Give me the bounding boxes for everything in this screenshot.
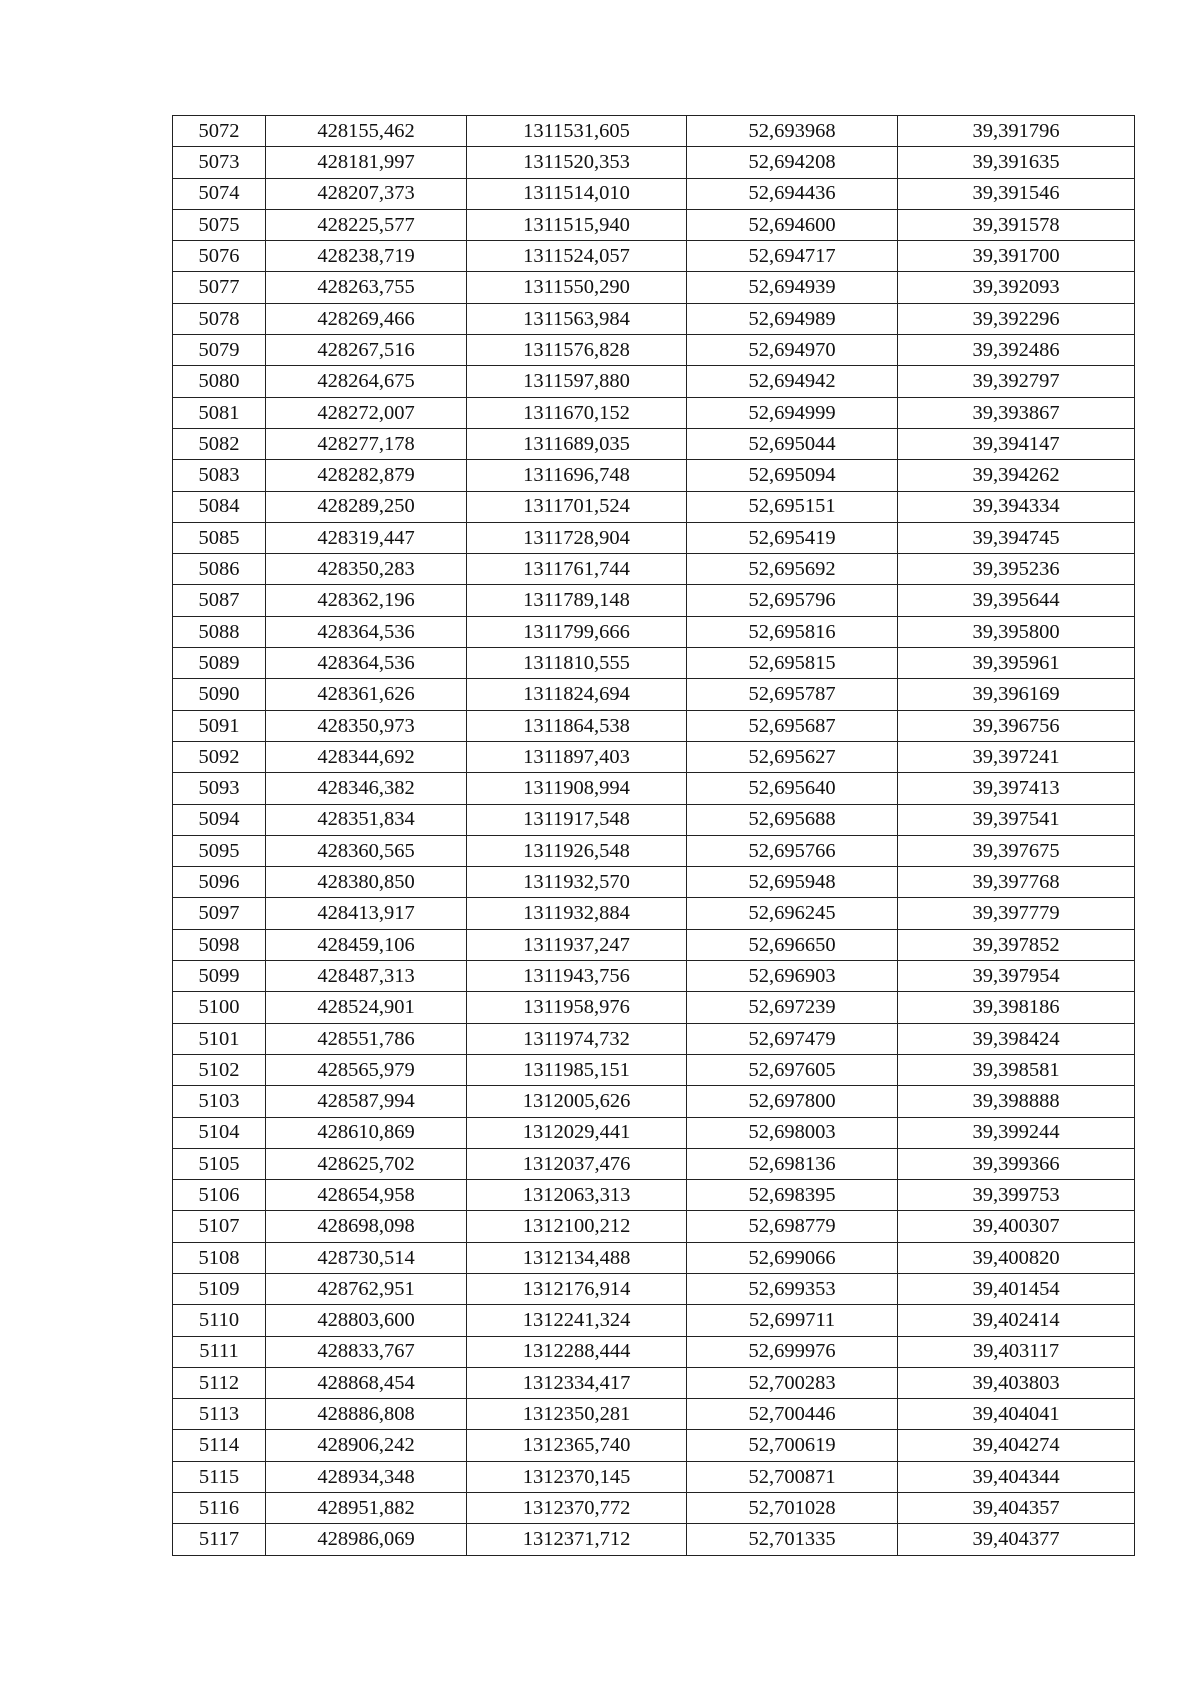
coord-y-cell: 1312063,313 (467, 1180, 687, 1211)
longitude-cell: 39,391635 (898, 147, 1135, 178)
longitude-cell: 39,396169 (898, 679, 1135, 710)
point-number-cell: 5113 (173, 1399, 266, 1430)
point-number-cell: 5090 (173, 679, 266, 710)
latitude-cell: 52,699353 (687, 1273, 898, 1304)
coord-x-cell: 428269,466 (266, 303, 467, 334)
point-number-cell: 5088 (173, 616, 266, 647)
coord-y-cell: 1311761,744 (467, 554, 687, 585)
point-number-cell: 5100 (173, 992, 266, 1023)
coord-x-cell: 428551,786 (266, 1023, 467, 1054)
coord-y-cell: 1311974,732 (467, 1023, 687, 1054)
coord-y-cell: 1312365,740 (467, 1430, 687, 1461)
latitude-cell: 52,701028 (687, 1493, 898, 1524)
longitude-cell: 39,403117 (898, 1336, 1135, 1367)
longitude-cell: 39,398186 (898, 992, 1135, 1023)
table-row (173, 522, 1135, 553)
point-number-cell: 5082 (173, 428, 266, 459)
point-number-cell: 5086 (173, 554, 266, 585)
point-number-cell: 5094 (173, 804, 266, 835)
coord-x-cell: 428360,565 (266, 835, 467, 866)
longitude-cell: 39,395644 (898, 585, 1135, 616)
coord-x-cell: 428762,951 (266, 1273, 467, 1304)
coordinates-table (172, 115, 1135, 1556)
longitude-cell: 39,399366 (898, 1148, 1135, 1179)
point-number-cell: 5072 (173, 116, 266, 147)
latitude-cell: 52,695815 (687, 648, 898, 679)
coord-y-cell: 1312350,281 (467, 1399, 687, 1430)
latitude-cell: 52,695688 (687, 804, 898, 835)
table-row (173, 741, 1135, 772)
longitude-cell: 39,392296 (898, 303, 1135, 334)
point-number-cell: 5099 (173, 961, 266, 992)
coord-x-cell: 428364,536 (266, 648, 467, 679)
coord-y-cell: 1311824,694 (467, 679, 687, 710)
coord-x-cell: 428264,675 (266, 366, 467, 397)
latitude-cell: 52,697605 (687, 1054, 898, 1085)
coord-x-cell: 428181,997 (266, 147, 467, 178)
point-number-cell: 5079 (173, 335, 266, 366)
latitude-cell: 52,695094 (687, 460, 898, 491)
latitude-cell: 52,695766 (687, 835, 898, 866)
table-row (173, 679, 1135, 710)
table-row (173, 992, 1135, 1023)
point-number-cell: 5104 (173, 1117, 266, 1148)
latitude-cell: 52,699066 (687, 1242, 898, 1273)
point-number-cell: 5096 (173, 867, 266, 898)
coord-x-cell: 428362,196 (266, 585, 467, 616)
coord-y-cell: 1312176,914 (467, 1273, 687, 1304)
coord-y-cell: 1311937,247 (467, 929, 687, 960)
coord-x-cell: 428263,755 (266, 272, 467, 303)
table-row (173, 241, 1135, 272)
longitude-cell: 39,394334 (898, 491, 1135, 522)
coord-x-cell: 428380,850 (266, 867, 467, 898)
longitude-cell: 39,393867 (898, 397, 1135, 428)
point-number-cell: 5105 (173, 1148, 266, 1179)
longitude-cell: 39,397241 (898, 741, 1135, 772)
longitude-cell: 39,397675 (898, 835, 1135, 866)
coord-y-cell: 1311576,828 (467, 335, 687, 366)
latitude-cell: 52,698395 (687, 1180, 898, 1211)
latitude-cell: 52,695948 (687, 867, 898, 898)
coord-y-cell: 1311799,666 (467, 616, 687, 647)
latitude-cell: 52,695816 (687, 616, 898, 647)
point-number-cell: 5108 (173, 1242, 266, 1273)
table-row (173, 554, 1135, 585)
coord-x-cell: 428350,283 (266, 554, 467, 585)
latitude-cell: 52,694717 (687, 241, 898, 272)
coord-y-cell: 1311728,904 (467, 522, 687, 553)
coordinates-table-body (173, 116, 1135, 1556)
table-row (173, 460, 1135, 491)
latitude-cell: 52,695640 (687, 773, 898, 804)
longitude-cell: 39,391700 (898, 241, 1135, 272)
longitude-cell: 39,403803 (898, 1367, 1135, 1398)
table-row (173, 773, 1135, 804)
longitude-cell: 39,394147 (898, 428, 1135, 459)
coord-y-cell: 1311897,403 (467, 741, 687, 772)
table-row (173, 428, 1135, 459)
point-number-cell: 5073 (173, 147, 266, 178)
coord-x-cell: 428277,178 (266, 428, 467, 459)
latitude-cell: 52,695687 (687, 710, 898, 741)
coord-y-cell: 1312005,626 (467, 1086, 687, 1117)
table-row (173, 1054, 1135, 1085)
longitude-cell: 39,399244 (898, 1117, 1135, 1148)
coord-x-cell: 428413,917 (266, 898, 467, 929)
longitude-cell: 39,394262 (898, 460, 1135, 491)
coord-y-cell: 1311985,151 (467, 1054, 687, 1085)
latitude-cell: 52,700283 (687, 1367, 898, 1398)
coord-y-cell: 1311696,748 (467, 460, 687, 491)
point-number-cell: 5095 (173, 835, 266, 866)
latitude-cell: 52,694999 (687, 397, 898, 428)
coord-x-cell: 428698,098 (266, 1211, 467, 1242)
longitude-cell: 39,395236 (898, 554, 1135, 585)
latitude-cell: 52,700871 (687, 1461, 898, 1492)
latitude-cell: 52,693968 (687, 116, 898, 147)
longitude-cell: 39,397852 (898, 929, 1135, 960)
coord-x-cell: 428833,767 (266, 1336, 467, 1367)
latitude-cell: 52,701335 (687, 1524, 898, 1555)
coord-x-cell: 428351,834 (266, 804, 467, 835)
table-row (173, 147, 1135, 178)
table-row (173, 303, 1135, 334)
coord-y-cell: 1312370,772 (467, 1493, 687, 1524)
point-number-cell: 5117 (173, 1524, 266, 1555)
coord-y-cell: 1312100,212 (467, 1211, 687, 1242)
longitude-cell: 39,397541 (898, 804, 1135, 835)
coord-x-cell: 428934,348 (266, 1461, 467, 1492)
longitude-cell: 39,392486 (898, 335, 1135, 366)
point-number-cell: 5101 (173, 1023, 266, 1054)
longitude-cell: 39,392797 (898, 366, 1135, 397)
latitude-cell: 52,697800 (687, 1086, 898, 1117)
coord-y-cell: 1311932,570 (467, 867, 687, 898)
longitude-cell: 39,397954 (898, 961, 1135, 992)
coord-y-cell: 1311524,057 (467, 241, 687, 272)
longitude-cell: 39,397768 (898, 867, 1135, 898)
coord-x-cell: 428459,106 (266, 929, 467, 960)
latitude-cell: 52,694208 (687, 147, 898, 178)
coord-y-cell: 1311864,538 (467, 710, 687, 741)
coord-x-cell: 428803,600 (266, 1305, 467, 1336)
longitude-cell: 39,398581 (898, 1054, 1135, 1085)
point-number-cell: 5097 (173, 898, 266, 929)
longitude-cell: 39,404344 (898, 1461, 1135, 1492)
point-number-cell: 5091 (173, 710, 266, 741)
point-number-cell: 5093 (173, 773, 266, 804)
coord-x-cell: 428565,979 (266, 1054, 467, 1085)
coord-x-cell: 428238,719 (266, 241, 467, 272)
point-number-cell: 5114 (173, 1430, 266, 1461)
coord-y-cell: 1311908,994 (467, 773, 687, 804)
table-row (173, 1305, 1135, 1336)
longitude-cell: 39,391546 (898, 178, 1135, 209)
coord-x-cell: 428225,577 (266, 209, 467, 240)
table-row (173, 209, 1135, 240)
coord-x-cell: 428319,447 (266, 522, 467, 553)
table-row (173, 1493, 1135, 1524)
latitude-cell: 52,695151 (687, 491, 898, 522)
coord-x-cell: 428730,514 (266, 1242, 467, 1273)
latitude-cell: 52,695787 (687, 679, 898, 710)
latitude-cell: 52,698779 (687, 1211, 898, 1242)
point-number-cell: 5112 (173, 1367, 266, 1398)
table-row (173, 1148, 1135, 1179)
longitude-cell: 39,400820 (898, 1242, 1135, 1273)
coord-y-cell: 1311520,353 (467, 147, 687, 178)
coord-y-cell: 1311550,290 (467, 272, 687, 303)
table-row (173, 397, 1135, 428)
point-number-cell: 5102 (173, 1054, 266, 1085)
table-row (173, 1180, 1135, 1211)
table-row (173, 178, 1135, 209)
coord-y-cell: 1311943,756 (467, 961, 687, 992)
table-row (173, 116, 1135, 147)
coord-x-cell: 428267,516 (266, 335, 467, 366)
longitude-cell: 39,404357 (898, 1493, 1135, 1524)
latitude-cell: 52,700619 (687, 1430, 898, 1461)
coord-y-cell: 1312371,712 (467, 1524, 687, 1555)
coord-y-cell: 1311689,035 (467, 428, 687, 459)
point-number-cell: 5107 (173, 1211, 266, 1242)
table-row (173, 1023, 1135, 1054)
table-row (173, 585, 1135, 616)
point-number-cell: 5077 (173, 272, 266, 303)
point-number-cell: 5115 (173, 1461, 266, 1492)
coord-x-cell: 428906,242 (266, 1430, 467, 1461)
coord-x-cell: 428868,454 (266, 1367, 467, 1398)
coord-x-cell: 428346,382 (266, 773, 467, 804)
point-number-cell: 5103 (173, 1086, 266, 1117)
table-row (173, 1117, 1135, 1148)
longitude-cell: 39,394745 (898, 522, 1135, 553)
coord-y-cell: 1311789,148 (467, 585, 687, 616)
coord-y-cell: 1311514,010 (467, 178, 687, 209)
table-row (173, 1211, 1135, 1242)
latitude-cell: 52,695796 (687, 585, 898, 616)
coord-x-cell: 428282,879 (266, 460, 467, 491)
coord-x-cell: 428155,462 (266, 116, 467, 147)
point-number-cell: 5092 (173, 741, 266, 772)
latitude-cell: 52,695419 (687, 522, 898, 553)
coord-y-cell: 1312134,488 (467, 1242, 687, 1273)
longitude-cell: 39,404041 (898, 1399, 1135, 1430)
longitude-cell: 39,397779 (898, 898, 1135, 929)
point-number-cell: 5076 (173, 241, 266, 272)
coord-x-cell: 428487,313 (266, 961, 467, 992)
longitude-cell: 39,396756 (898, 710, 1135, 741)
latitude-cell: 52,699976 (687, 1336, 898, 1367)
longitude-cell: 39,402414 (898, 1305, 1135, 1336)
latitude-cell: 52,694436 (687, 178, 898, 209)
point-number-cell: 5080 (173, 366, 266, 397)
coord-y-cell: 1311926,548 (467, 835, 687, 866)
point-number-cell: 5084 (173, 491, 266, 522)
point-number-cell: 5089 (173, 648, 266, 679)
latitude-cell: 52,698003 (687, 1117, 898, 1148)
coord-x-cell: 428207,373 (266, 178, 467, 209)
table-row (173, 616, 1135, 647)
table-row (173, 961, 1135, 992)
latitude-cell: 52,699711 (687, 1305, 898, 1336)
coord-x-cell: 428350,973 (266, 710, 467, 741)
coord-y-cell: 1311932,884 (467, 898, 687, 929)
coord-x-cell: 428364,536 (266, 616, 467, 647)
coord-y-cell: 1311531,605 (467, 116, 687, 147)
latitude-cell: 52,694939 (687, 272, 898, 303)
point-number-cell: 5081 (173, 397, 266, 428)
point-number-cell: 5106 (173, 1180, 266, 1211)
point-number-cell: 5116 (173, 1493, 266, 1524)
point-number-cell: 5111 (173, 1336, 266, 1367)
latitude-cell: 52,696650 (687, 929, 898, 960)
longitude-cell: 39,397413 (898, 773, 1135, 804)
longitude-cell: 39,400307 (898, 1211, 1135, 1242)
coord-x-cell: 428654,958 (266, 1180, 467, 1211)
point-number-cell: 5087 (173, 585, 266, 616)
table-row (173, 1367, 1135, 1398)
table-row (173, 491, 1135, 522)
latitude-cell: 52,700446 (687, 1399, 898, 1430)
coord-x-cell: 428361,626 (266, 679, 467, 710)
coord-y-cell: 1311917,548 (467, 804, 687, 835)
longitude-cell: 39,404377 (898, 1524, 1135, 1555)
point-number-cell: 5075 (173, 209, 266, 240)
table-row (173, 710, 1135, 741)
longitude-cell: 39,404274 (898, 1430, 1135, 1461)
table-row (173, 1399, 1135, 1430)
coord-y-cell: 1312370,145 (467, 1461, 687, 1492)
table-row (173, 835, 1135, 866)
longitude-cell: 39,392093 (898, 272, 1135, 303)
longitude-cell: 39,398888 (898, 1086, 1135, 1117)
latitude-cell: 52,696903 (687, 961, 898, 992)
table-row (173, 898, 1135, 929)
point-number-cell: 5074 (173, 178, 266, 209)
point-number-cell: 5083 (173, 460, 266, 491)
coord-y-cell: 1312288,444 (467, 1336, 687, 1367)
coord-y-cell: 1311597,880 (467, 366, 687, 397)
coord-x-cell: 428524,901 (266, 992, 467, 1023)
table-row (173, 1242, 1135, 1273)
coord-y-cell: 1311810,555 (467, 648, 687, 679)
point-number-cell: 5085 (173, 522, 266, 553)
table-row (173, 272, 1135, 303)
coord-x-cell: 428289,250 (266, 491, 467, 522)
latitude-cell: 52,694942 (687, 366, 898, 397)
latitude-cell: 52,694970 (687, 335, 898, 366)
coord-y-cell: 1311958,976 (467, 992, 687, 1023)
coord-y-cell: 1311515,940 (467, 209, 687, 240)
table-row (173, 1461, 1135, 1492)
table-row (173, 1430, 1135, 1461)
latitude-cell: 52,698136 (687, 1148, 898, 1179)
table-row (173, 867, 1135, 898)
latitude-cell: 52,695692 (687, 554, 898, 585)
longitude-cell: 39,401454 (898, 1273, 1135, 1304)
coord-x-cell: 428610,869 (266, 1117, 467, 1148)
longitude-cell: 39,399753 (898, 1180, 1135, 1211)
longitude-cell: 39,395961 (898, 648, 1135, 679)
latitude-cell: 52,694600 (687, 209, 898, 240)
table-row (173, 335, 1135, 366)
latitude-cell: 52,695627 (687, 741, 898, 772)
coord-y-cell: 1312037,476 (467, 1148, 687, 1179)
table-row (173, 1086, 1135, 1117)
point-number-cell: 5078 (173, 303, 266, 334)
longitude-cell: 39,391796 (898, 116, 1135, 147)
point-number-cell: 5098 (173, 929, 266, 960)
coord-x-cell: 428951,882 (266, 1493, 467, 1524)
coord-x-cell: 428587,994 (266, 1086, 467, 1117)
latitude-cell: 52,697479 (687, 1023, 898, 1054)
table-row (173, 648, 1135, 679)
latitude-cell: 52,694989 (687, 303, 898, 334)
coord-y-cell: 1312029,441 (467, 1117, 687, 1148)
latitude-cell: 52,695044 (687, 428, 898, 459)
table-row (173, 929, 1135, 960)
coord-y-cell: 1312334,417 (467, 1367, 687, 1398)
latitude-cell: 52,696245 (687, 898, 898, 929)
table-row (173, 1524, 1135, 1555)
coord-y-cell: 1311670,152 (467, 397, 687, 428)
coord-y-cell: 1311563,984 (467, 303, 687, 334)
coord-y-cell: 1311701,524 (467, 491, 687, 522)
latitude-cell: 52,697239 (687, 992, 898, 1023)
coord-x-cell: 428986,069 (266, 1524, 467, 1555)
point-number-cell: 5110 (173, 1305, 266, 1336)
longitude-cell: 39,391578 (898, 209, 1135, 240)
longitude-cell: 39,398424 (898, 1023, 1135, 1054)
coord-y-cell: 1312241,324 (467, 1305, 687, 1336)
point-number-cell: 5109 (173, 1273, 266, 1304)
table-row (173, 1273, 1135, 1304)
longitude-cell: 39,395800 (898, 616, 1135, 647)
coord-x-cell: 428886,808 (266, 1399, 467, 1430)
coord-x-cell: 428272,007 (266, 397, 467, 428)
coord-x-cell: 428344,692 (266, 741, 467, 772)
table-row (173, 366, 1135, 397)
coord-x-cell: 428625,702 (266, 1148, 467, 1179)
table-row (173, 804, 1135, 835)
table-row (173, 1336, 1135, 1367)
